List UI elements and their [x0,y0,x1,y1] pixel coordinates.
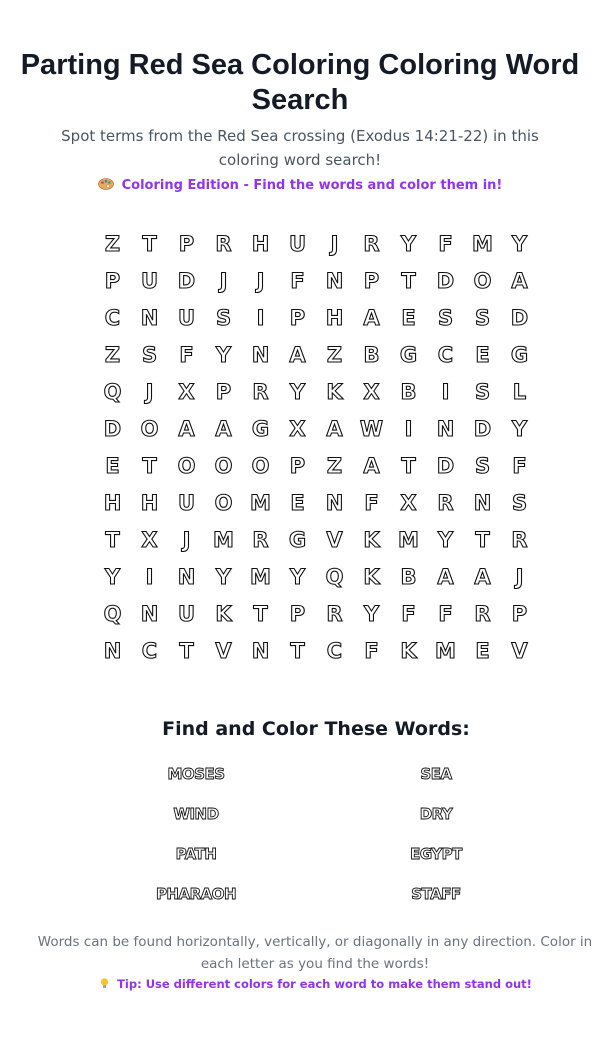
grid-cell[interactable]: C [437,342,454,367]
grid-cell[interactable]: S [141,342,158,367]
grid-cell[interactable]: E [401,305,416,330]
word-item: PATH [175,845,217,863]
word-item: DRY [419,805,453,823]
grid-cell[interactable]: A [326,416,343,441]
grid-cell[interactable]: Y [289,564,306,589]
grid-cell[interactable]: W [359,416,384,441]
grid-cell[interactable]: B [363,342,380,367]
grid-cell[interactable]: O [473,268,492,293]
grid-cell[interactable]: V [326,527,343,552]
grid-cell[interactable]: T [142,453,157,478]
grid-cell[interactable]: P [289,305,306,330]
grid-cell[interactable]: G [288,527,307,552]
grid-cell[interactable]: A [474,564,491,589]
grid-cell[interactable]: B [400,564,417,589]
grid-cell[interactable]: S [437,305,454,330]
grid-cell[interactable]: A [289,342,306,367]
grid-cell[interactable]: Z [104,231,121,256]
grid-cell[interactable]: D [436,453,455,478]
word-search-grid [94,225,538,669]
word-item: EGYPT [410,845,462,863]
grid-cell[interactable]: I [256,305,265,330]
grid-cell[interactable]: P [178,231,195,256]
grid-cell[interactable]: M [250,490,271,515]
grid-cell[interactable]: O [140,416,159,441]
grid-cell[interactable]: Y [215,342,232,367]
grid-cell[interactable]: J [182,527,191,552]
grid-cell[interactable]: D [510,305,529,330]
grid-cell[interactable]: R [252,379,269,404]
grid-cell[interactable]: Y [511,416,528,441]
grid-cell[interactable]: T [253,601,268,626]
grid-cell[interactable]: Y [400,231,417,256]
grid-cell[interactable]: M [435,638,456,663]
grid-cell[interactable]: R [363,231,380,256]
grid-cell[interactable]: Q [103,379,122,404]
grid-cell[interactable]: M [250,564,271,589]
grid-cell[interactable]: F [364,638,379,663]
grid-cell[interactable]: T [105,527,120,552]
grid-cell[interactable]: P [104,268,121,293]
grid-cell[interactable]: H [251,231,270,256]
grid-cell[interactable]: X [400,490,417,515]
words-heading: Find and Color These Words: [162,718,470,740]
grid-cell[interactable]: X [141,527,158,552]
grid-cell[interactable]: U [288,231,307,256]
instructions-text: Words can be found horizontally, vertically, or diagonally in any direction. Color in each letter as you find the words! [37,934,593,972]
grid-cell[interactable]: R [215,231,232,256]
grid-cell[interactable]: N [473,490,492,515]
grid-cell[interactable]: Q [325,564,344,589]
word-item: SEA [420,765,452,783]
grid-cell[interactable]: T [401,453,416,478]
page-subtitle: Spot terms from the Red Sea crossing (Exodus 14:21-22) in this coloring word search! [61,127,539,169]
grid-cell[interactable]: Y [215,564,232,589]
grid-cell[interactable]: G [510,342,529,367]
grid-cell[interactable]: N [140,601,159,626]
grid-cell[interactable]: I [441,379,450,404]
grid-cell[interactable]: Y [437,527,454,552]
grid-cell[interactable]: K [363,564,380,589]
grid-cell[interactable]: X [363,379,380,404]
grid-cell[interactable]: U [177,305,196,330]
grid-cell[interactable]: F [438,231,453,256]
grid-cell[interactable]: S [474,379,491,404]
grid-cell[interactable]: P [289,453,306,478]
grid-cell[interactable]: P [511,601,528,626]
grid-cell[interactable]: J [145,379,154,404]
grid-cell[interactable]: Q [103,601,122,626]
grid-cell[interactable]: F [290,268,305,293]
grid-cell[interactable]: D [436,268,455,293]
grid-cell[interactable]: B [400,379,417,404]
grid-cell[interactable]: J [219,268,228,293]
grid-cell[interactable]: E [105,453,120,478]
grid-cell[interactable]: A [363,305,380,330]
grid-cell[interactable]: S [474,305,491,330]
grid-cell[interactable]: J [256,268,265,293]
grid-cell[interactable]: G [399,342,418,367]
word-item: WIND [173,805,219,823]
grid-cell[interactable]: D [473,416,492,441]
grid-cell[interactable]: N [325,490,344,515]
grid-cell[interactable]: U [177,490,196,515]
grid-cell[interactable]: S [474,453,491,478]
grid-cell[interactable]: T [475,527,490,552]
grid-cell[interactable]: N [251,638,270,663]
page-title: Parting Red Sea Coloring Coloring Word Search [20,49,580,116]
grid-cell[interactable]: V [215,638,232,663]
lightbulb-icon [100,978,109,989]
grid-cell[interactable]: A [363,453,380,478]
grid-cell[interactable]: N [325,268,344,293]
grid-cell[interactable]: L [512,379,527,404]
grid-cell[interactable]: U [140,268,159,293]
grid-cell[interactable]: C [326,638,343,663]
grid-cell[interactable]: R [511,527,528,552]
grid-cell[interactable]: Y [104,564,121,589]
grid-cell[interactable]: C [104,305,121,330]
grid-cell[interactable]: T [290,638,305,663]
grid-cell[interactable]: D [103,416,122,441]
grid-cell[interactable]: F [512,453,527,478]
grid-cell[interactable]: T [401,268,416,293]
grid-cell[interactable]: F [401,601,416,626]
grid-cell[interactable]: O [214,490,233,515]
grid-cell[interactable]: T [142,231,157,256]
grid-cell[interactable]: X [178,379,195,404]
grid-cell[interactable]: H [140,490,159,515]
grid-cell[interactable]: Z [104,342,121,367]
grid-cell[interactable]: Y [511,231,528,256]
grid-cell[interactable]: A [178,416,195,441]
grid-cell[interactable]: M [213,527,234,552]
grid-cell[interactable]: R [437,490,454,515]
grid-cell[interactable]: H [103,490,122,515]
grid-cell[interactable]: N [177,564,196,589]
grid-cell[interactable]: O [251,453,270,478]
grid-cell[interactable]: N [251,342,270,367]
grid-cell[interactable]: E [475,342,490,367]
grid-cell[interactable]: P [363,268,380,293]
grid-cell[interactable]: F [438,601,453,626]
word-item: PHARAOH [155,885,237,903]
grid-cell[interactable]: M [472,231,493,256]
grid-cell[interactable]: A [511,268,528,293]
grid-cell[interactable]: U [177,601,196,626]
grid-cell[interactable]: T [179,638,194,663]
grid-cell[interactable]: V [511,638,528,663]
grid-cell[interactable]: X [289,416,306,441]
grid-cell[interactable]: R [474,601,491,626]
grid-cell[interactable]: D [177,268,196,293]
grid-cell[interactable]: A [437,564,454,589]
grid-cell[interactable]: F [364,490,379,515]
grid-cell[interactable]: O [214,453,233,478]
grid-cell[interactable]: K [215,601,232,626]
grid-cell[interactable]: Y [289,379,306,404]
grid-cell[interactable]: K [363,527,380,552]
grid-cell[interactable]: N [436,416,455,441]
grid-cell[interactable]: E [290,490,305,515]
grid-cell[interactable]: P [289,601,306,626]
tip-label: Tip: Use different colors for each word to make them stand out! [117,977,532,991]
grid-cell[interactable]: M [398,527,419,552]
grid-cell[interactable]: P [215,379,232,404]
grid-cell[interactable]: R [252,527,269,552]
word-item: MOSES [167,765,225,783]
grid-cell[interactable]: I [145,564,154,589]
grid-cell[interactable]: R [326,601,343,626]
grid-cell[interactable]: Y [363,601,380,626]
grid-cell[interactable]: J [515,564,524,589]
grid-cell[interactable]: H [325,305,344,330]
grid-cell[interactable]: I [404,416,413,441]
grid-cell[interactable]: N [140,305,159,330]
grid-cell[interactable]: Z [326,342,343,367]
grid-cell[interactable]: C [141,638,158,663]
edition-label: Coloring Edition - Find the words and color them in! [121,178,503,193]
grid-cell[interactable]: E [475,638,490,663]
palette-icon [98,178,114,190]
grid-cell[interactable]: Z [326,453,343,478]
grid-cell[interactable]: A [215,416,232,441]
grid-cell[interactable]: K [400,638,417,663]
tip-banner [0,977,600,991]
edition-banner [0,178,600,193]
grid-cell[interactable]: G [251,416,270,441]
grid-cell[interactable]: S [215,305,232,330]
grid-cell[interactable]: N [103,638,122,663]
word-item: STAFF [411,885,461,903]
grid-cell[interactable]: F [179,342,194,367]
grid-cell[interactable]: J [330,231,339,256]
grid-cell[interactable]: K [326,379,343,404]
grid-cell[interactable]: O [177,453,196,478]
grid-cell[interactable]: S [511,490,528,515]
